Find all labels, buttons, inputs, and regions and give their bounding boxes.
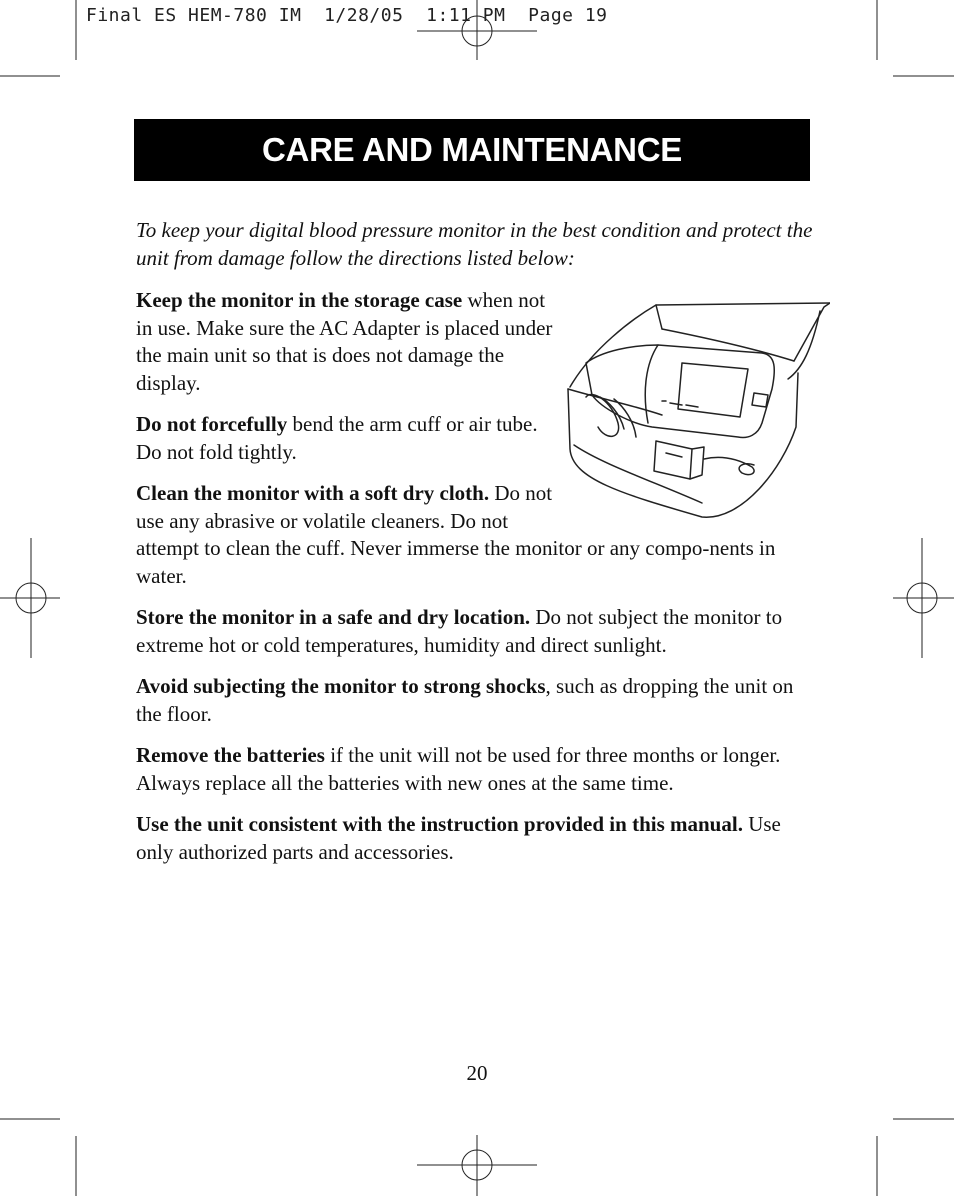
title-bar — [134, 119, 810, 181]
print-slug: Final ES HEM-780 IM 1/28/05 1:11 PM Page 19 — [86, 5, 608, 26]
instruction-item: Avoid subjecting the monitor to strong shocks, such as dropping the unit on the floor. — [136, 674, 794, 726]
storage-case-illustration — [562, 289, 830, 519]
instruction-item: Clean the monitor with a soft dry cloth. Do not use any abrasive or volatile cleaners. Do not attempt to clean the cuff. Never immerse the monitor or any compo-nents in water. — [136, 481, 776, 588]
page-title: CARE AND MAINTENANCE — [262, 131, 682, 168]
page-number: 20 — [466, 1061, 488, 1085]
instruction-item: Store the monitor in a safe and dry location. Do not subject the monitor to extreme hot or cold temperatures, humidity and direct sunlight. — [136, 605, 783, 657]
instruction-item: Remove the batteries if the unit will not be used for three months or longer. Always replace all the batteries with new ones at the same time. — [136, 743, 781, 795]
registration-mark-bottom — [417, 1135, 537, 1196]
registration-mark-left — [0, 538, 60, 658]
instructions — [136, 287, 816, 880]
instruction-item: Keep the monitor in the storage case when not in use. Make sure the AC Adapter is placed under the main unit so that is does not damage the display. — [136, 288, 553, 395]
registration-mark-right — [893, 538, 954, 658]
instruction-item: Use the unit consistent with the instruction provided in this manual. Use only authorized parts and accessories. — [136, 812, 781, 864]
intro-paragraph: To keep your digital blood pressure monitor in the best condition and protect the unit from damage follow the directions listed below: — [136, 218, 813, 270]
instruction-item: Do not forcefully bend the arm cuff or air tube. Do not fold tightly. — [136, 412, 538, 464]
